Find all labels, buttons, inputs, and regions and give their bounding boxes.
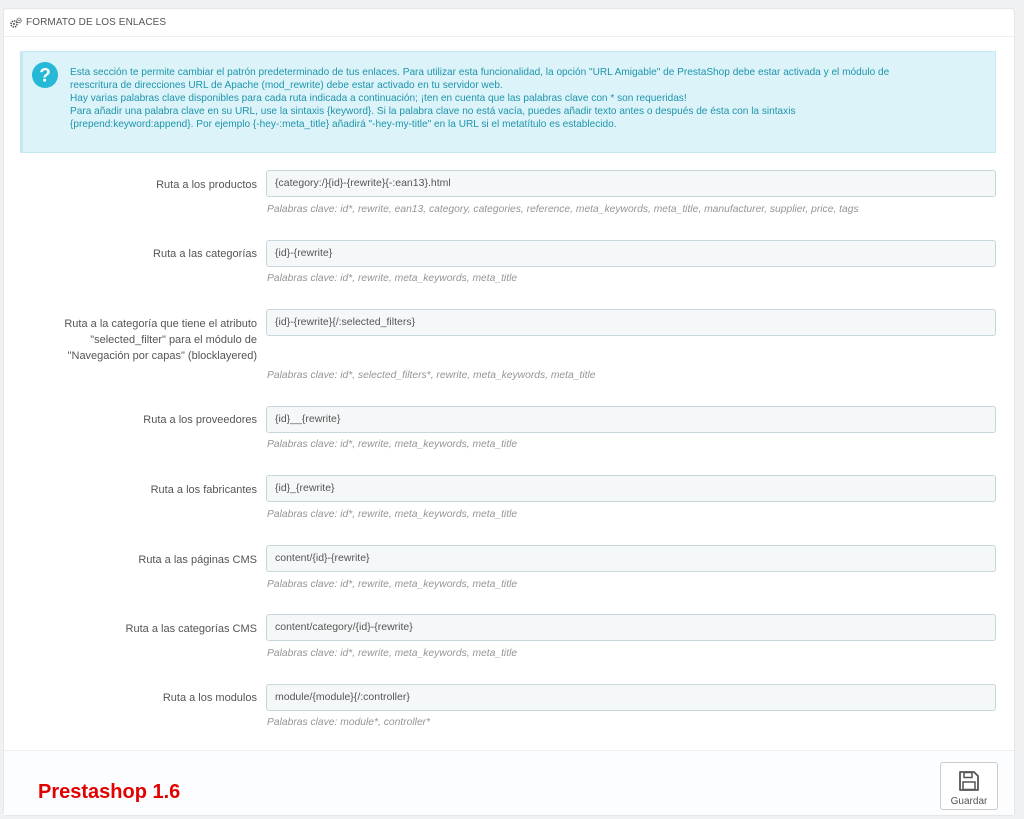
label-supplier-route: Ruta a los proveedores [143,414,257,426]
label-category-route: Ruta a las categorías [153,248,257,260]
cms-category-route-input[interactable]: content/category/{id}-{rewrite} [266,614,996,641]
layered-route-input[interactable]: {id}-{rewrite}{/:selected_filters} [266,309,996,336]
supplier-route-input[interactable]: {id}__{rewrite} [266,406,996,433]
panel-footer [4,750,1014,815]
alert-line: reescritura de direcciones URL de Apache (mod_rewrite) debe estar activado en tu servidor web. [70,79,503,91]
question-icon [31,61,59,89]
label-cms-category-route: Ruta a las categorías CMS [125,623,257,635]
svg-text:?: ? [39,65,51,87]
alert-line: Para añadir una palabra clave en su URL, use la sintaxis {keyword}. Si la palabra clave no está vacía, puedes añadir texto antes o después de ésta con la sintaxis [70,105,796,117]
label-cms-route: Ruta a las páginas CMS [138,554,257,566]
module-route-hint: Palabras clave: module*, controller* [267,717,431,728]
label-line: Ruta a la categoría que tiene el atributo [64,318,257,330]
alert-line: {prepend:keyword:append}. Por ejemplo {-hey-:meta_title} añadirá "-hey-my-title" en la URL si el metatítulo es establecido. [70,118,617,130]
alert-line: Hay varias palabras clave disponibles para cada ruta indicada a continuación; ¡ten en cuenta que las palabras clave con * son requeridas! [70,92,687,104]
layered-route-hint: Palabras clave: id*, selected_filters*, rewrite, meta_keywords, meta_title [267,370,596,381]
info-alert [20,51,996,153]
save-button[interactable] [940,762,998,810]
product-route-input[interactable]: {category:/}{id}-{rewrite}{-:ean13}.html [266,170,996,197]
cms-route-hint: Palabras clave: id*, rewrite, meta_keywords, meta_title [267,579,518,590]
seo-urls-panel [3,8,1015,816]
label-manufacturer-route: Ruta a los fabricantes [150,484,257,496]
label-line: "Navegación por capas" (blocklayered) [67,350,257,362]
module-route-input[interactable]: module/{module}{/:controller} [266,684,996,711]
panel-heading [4,9,1014,37]
brand-label: Prestashop 1.6 [38,781,181,803]
alert-line: Esta sección te permite cambiar el patrón predeterminado de tus enlaces. Para utilizar esta funcionalidad, la opción "URL Amigable" de PrestaShop debe estar activada y el módulo de [70,67,890,78]
alert-text [70,67,990,132]
floppy-disk-icon [958,770,980,792]
label-product-route: Ruta a los productos [156,179,257,191]
panel-title: FORMATO DE LOS ENLACES [26,17,167,28]
manufacturer-route-hint: Palabras clave: id*, rewrite, meta_keywords, meta_title [267,509,518,520]
category-route-input[interactable]: {id}-{rewrite} [266,240,996,267]
product-route-hint: Palabras clave: id*, rewrite, ean13, category, categories, reference, meta_keywords, meta_title, manufacturer, supplier, price, tags [267,204,859,215]
save-label: Guardar [950,796,988,807]
supplier-route-hint: Palabras clave: id*, rewrite, meta_keywords, meta_title [267,439,518,450]
cms-route-input[interactable]: content/{id}-{rewrite} [266,545,996,572]
manufacturer-route-input[interactable]: {id}_{rewrite} [266,475,996,502]
gears-icon [10,17,22,29]
label-layered-route [17,316,257,364]
cms-category-route-hint: Palabras clave: id*, rewrite, meta_keywords, meta_title [267,648,518,659]
label-module-route: Ruta a los modulos [162,692,257,704]
label-line: "selected_filter" para el módulo de [90,334,257,346]
category-route-hint: Palabras clave: id*, rewrite, meta_keywords, meta_title [267,273,518,284]
